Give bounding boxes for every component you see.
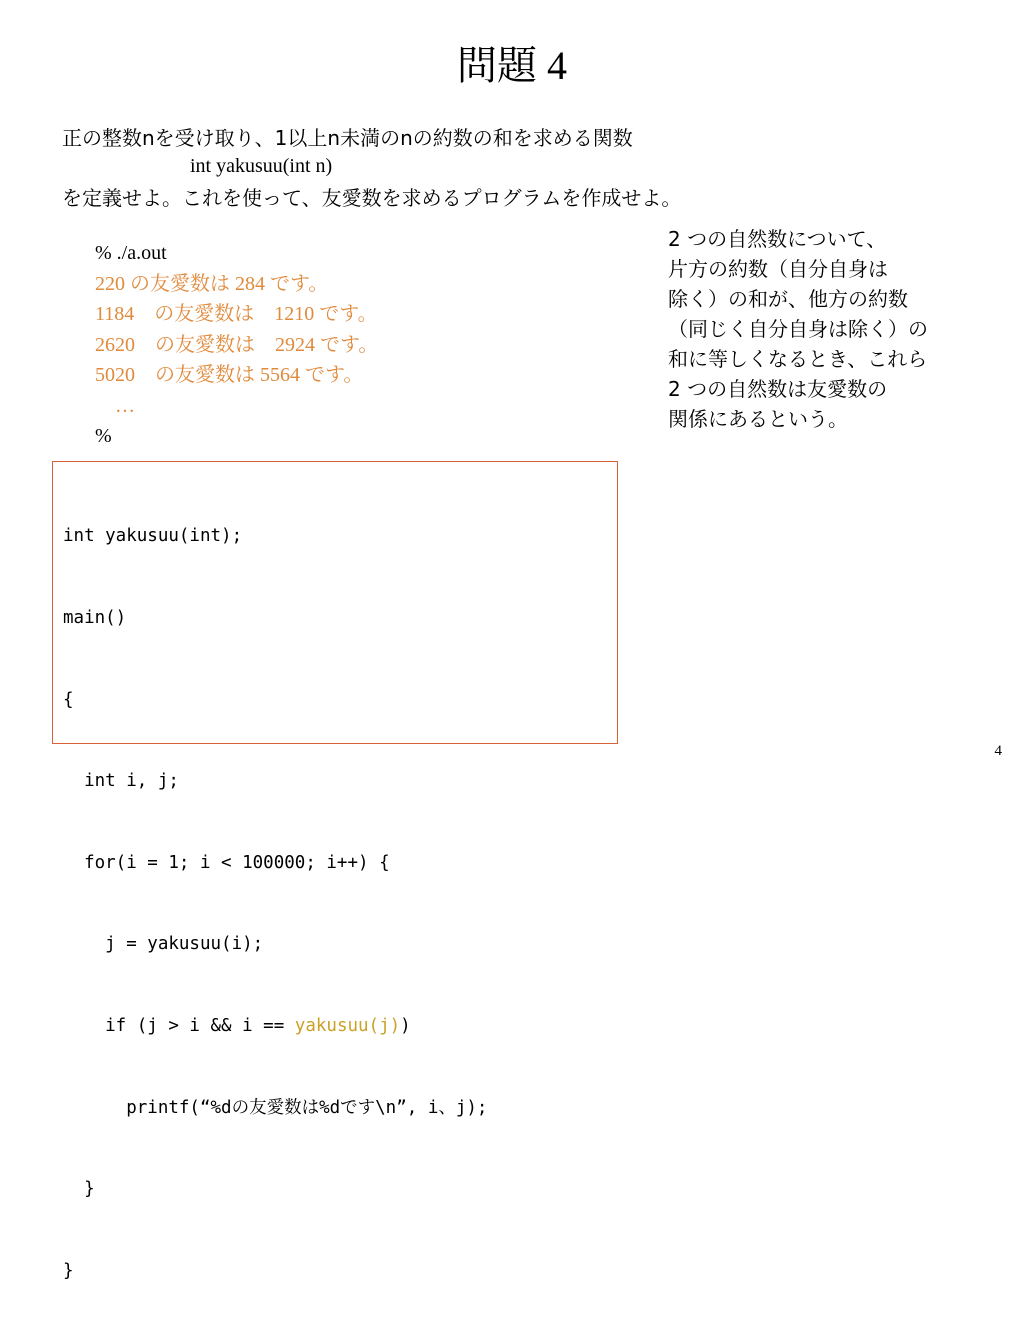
output-line: 1184 の友愛数は 1210 です。 (95, 303, 378, 325)
slide-title: 問題 4 (457, 43, 567, 88)
function-signature: int yakusuu(int n) (190, 155, 333, 177)
note-line: 2 つの自然数は友愛数の (668, 377, 888, 401)
note-line: （同じく自分自身は除く）の (668, 317, 928, 341)
problem-statement-line-2: を定義せよ。これを使って、友愛数を求めるプログラムを作成せよ。 (62, 186, 682, 210)
output-ellipsis: … (115, 394, 135, 417)
code-line: printf(“%dの友愛数は%dです\n”, i、j); (63, 1097, 488, 1118)
output-line: 2620 の友愛数は 2924 です。 (95, 333, 379, 356)
output-line: 5020 の友愛数は 5564 です。 (95, 364, 364, 386)
code-line: } (63, 1260, 74, 1281)
code-line: int yakusuu(int); (63, 526, 243, 547)
page-number: 4 (994, 743, 1002, 759)
code-if-close: ) (400, 1015, 411, 1036)
code-line: for(i = 1; i < 100000; i++) { (63, 852, 390, 873)
problem-statement-line-1: 正の整数nを受け取り、1以上n未満のnの約数の和を求める関数 (62, 126, 633, 150)
code-block (52, 461, 618, 1281)
code-line: j = yakusuu(i); (63, 934, 264, 955)
note-line: 除く）の和が、他方の約数 (668, 287, 908, 311)
amicable-number-definition (668, 224, 958, 434)
code-line: int i, j; (63, 771, 179, 792)
note-line: 片方の約数（自分自身は (668, 257, 888, 281)
sample-output (95, 238, 378, 452)
code-listing (63, 469, 487, 1339)
code-line: { (63, 689, 74, 710)
shell-prompt: % (95, 425, 112, 447)
code-if-text: if (j > i && i == (63, 1015, 295, 1036)
output-line: 220 の友愛数は 284 です。 (95, 272, 329, 295)
highlighted-call: yakusuu(j) (294, 1015, 401, 1036)
command-line: % ./a.out (95, 242, 167, 264)
code-line: main() (63, 608, 127, 628)
code-line (63, 1013, 487, 1040)
code-line: } (63, 1179, 95, 1200)
note-line: 関係にあるという。 (668, 407, 848, 431)
note-line: 2 つの自然数について、 (668, 227, 887, 251)
note-line: 和に等しくなるとき、これら (668, 347, 928, 371)
